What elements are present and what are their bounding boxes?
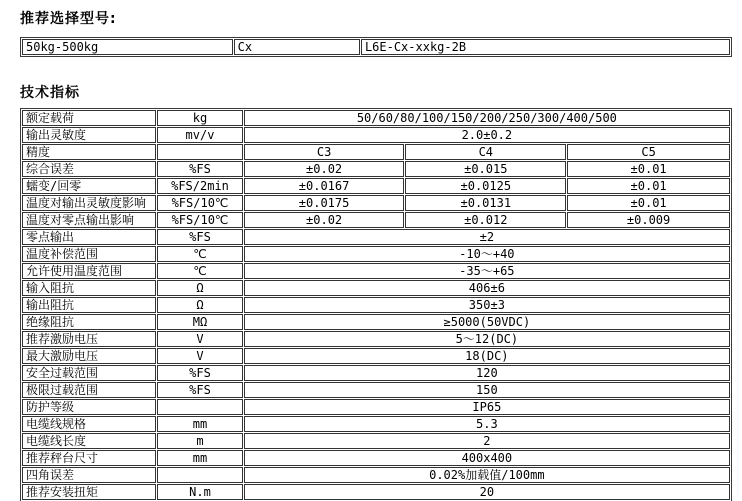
spec-value: IP65: [244, 399, 730, 415]
spec-value: ±0.02: [244, 212, 405, 228]
spec-unit: %FS/10℃: [157, 195, 242, 211]
spec-value: -35～+65: [244, 263, 730, 279]
spec-parameter-label: 输入阻抗: [22, 280, 156, 296]
spec-row: [22, 229, 730, 245]
spec-parameter-label: 温度补偿范围: [22, 246, 156, 262]
spec-parameter-label: 蠕变/回零: [22, 178, 156, 194]
spec-parameter-label: 零点输出: [22, 229, 156, 245]
spec-unit: [157, 467, 242, 483]
model-table: [20, 37, 732, 57]
spec-parameter-label: 输出阻抗: [22, 297, 156, 313]
spec-value: 2.0±0.2: [244, 127, 730, 143]
spec-value: ±0.0167: [244, 178, 405, 194]
spec-value: ±0.009: [567, 212, 730, 228]
spec-value: ≥5000(50VDC): [244, 314, 730, 330]
spec-value: ±0.01: [567, 178, 730, 194]
spec-row: [22, 314, 730, 330]
spec-parameter-label: 极限过载范围: [22, 382, 156, 398]
spec-unit: %FS: [157, 229, 242, 245]
spec-unit: V: [157, 331, 242, 347]
spec-parameter-label: 温度对输出灵敏度影响: [22, 195, 156, 211]
spec-value: 20: [244, 484, 730, 500]
spec-parameter-label: 电缆线规格: [22, 416, 156, 432]
spec-parameter-label: 最大激励电压: [22, 348, 156, 364]
spec-row: [22, 212, 730, 228]
spec-parameter-label: 精度: [22, 144, 156, 160]
spec-value: C5: [567, 144, 730, 160]
spec-row: [22, 297, 730, 313]
spec-row: [22, 399, 730, 415]
spec-row: [22, 127, 730, 143]
spec-row: [22, 433, 730, 449]
spec-value: ±0.0125: [405, 178, 566, 194]
spec-unit: N.m: [157, 484, 242, 500]
spec-value: ±2: [244, 229, 730, 245]
spec-parameter-label: 绝缘阻抗: [22, 314, 156, 330]
spec-value: 18(DC): [244, 348, 730, 364]
model-series: Cx: [234, 39, 360, 55]
spec-unit: ℃: [157, 246, 242, 262]
spec-parameter-label: 推荐秤台尺寸: [22, 450, 156, 466]
spec-row: [22, 280, 730, 296]
spec-value: 5～12(DC): [244, 331, 730, 347]
spec-row: [22, 416, 730, 432]
spec-value: 50/60/80/100/150/200/250/300/400/500: [244, 110, 730, 126]
spec-row: [22, 246, 730, 262]
spec-value: 350±3: [244, 297, 730, 313]
spec-value: 150: [244, 382, 730, 398]
spec-parameter-label: 额定载荷: [22, 110, 156, 126]
spec-value: 406±6: [244, 280, 730, 296]
spec-parameter-label: 输出灵敏度: [22, 127, 156, 143]
spec-row: [22, 178, 730, 194]
spec-value: ±0.012: [405, 212, 566, 228]
model-part-number: L6E-Cx-xxkg-2B: [361, 39, 730, 55]
spec-unit: %FS: [157, 365, 242, 381]
spec-unit: mv/v: [157, 127, 242, 143]
spec-unit: [157, 399, 242, 415]
spec-value: ±0.0131: [405, 195, 566, 211]
spec-value: C3: [244, 144, 405, 160]
spec-parameter-label: 四角误差: [22, 467, 156, 483]
spec-unit: Ω: [157, 280, 242, 296]
spec-unit: %FS/2min: [157, 178, 242, 194]
spec-unit: [157, 144, 242, 160]
spec-row: [22, 467, 730, 483]
model-section-title: 推荐选择型号:: [20, 11, 117, 27]
specs-section-title: 技术指标: [20, 85, 80, 101]
spec-unit: ℃: [157, 263, 242, 279]
spec-value: ±0.01: [567, 195, 730, 211]
spec-parameter-label: 推荐安装扭矩: [22, 484, 156, 500]
spec-row: [22, 382, 730, 398]
spec-unit: MΩ: [157, 314, 242, 330]
spec-value: ±0.0175: [244, 195, 405, 211]
spec-unit: Ω: [157, 297, 242, 313]
spec-value: 5.3: [244, 416, 730, 432]
spec-table-body: [22, 110, 730, 500]
spec-unit: %FS: [157, 382, 242, 398]
spec-parameter-label: 推荐激励电压: [22, 331, 156, 347]
spec-parameter-label: 综合误差: [22, 161, 156, 177]
spec-unit: mm: [157, 450, 242, 466]
spec-value: ±0.02: [244, 161, 405, 177]
spec-row: [22, 263, 730, 279]
spec-value: -10～+40: [244, 246, 730, 262]
spec-row: [22, 161, 730, 177]
spec-unit: kg: [157, 110, 242, 126]
spec-unit: V: [157, 348, 242, 364]
spec-parameter-label: 温度对零点输出影响: [22, 212, 156, 228]
model-capacity-range: 50kg-500kg: [22, 39, 233, 55]
spec-table: [20, 108, 732, 501]
spec-value: 120: [244, 365, 730, 381]
spec-row: [22, 195, 730, 211]
spec-parameter-label: 防护等级: [22, 399, 156, 415]
spec-value: 2: [244, 433, 730, 449]
spec-unit: mm: [157, 416, 242, 432]
spec-parameter-label: 电缆线长度: [22, 433, 156, 449]
spec-unit: m: [157, 433, 242, 449]
spec-value: C4: [405, 144, 566, 160]
spec-row: [22, 348, 730, 364]
spec-row: [22, 365, 730, 381]
spec-row: [22, 450, 730, 466]
spec-value: 0.02%加载值/100mm: [244, 467, 730, 483]
spec-row: [22, 331, 730, 347]
spec-parameter-label: 允许使用温度范围: [22, 263, 156, 279]
spec-value: ±0.01: [567, 161, 730, 177]
spec-row: [22, 484, 730, 500]
spec-parameter-label: 安全过载范围: [22, 365, 156, 381]
spec-value: ±0.015: [405, 161, 566, 177]
spec-unit: %FS: [157, 161, 242, 177]
spec-unit: %FS/10℃: [157, 212, 242, 228]
model-row: [22, 39, 730, 55]
spec-row: [22, 110, 730, 126]
spec-value: 400x400: [244, 450, 730, 466]
spec-row: [22, 144, 730, 160]
